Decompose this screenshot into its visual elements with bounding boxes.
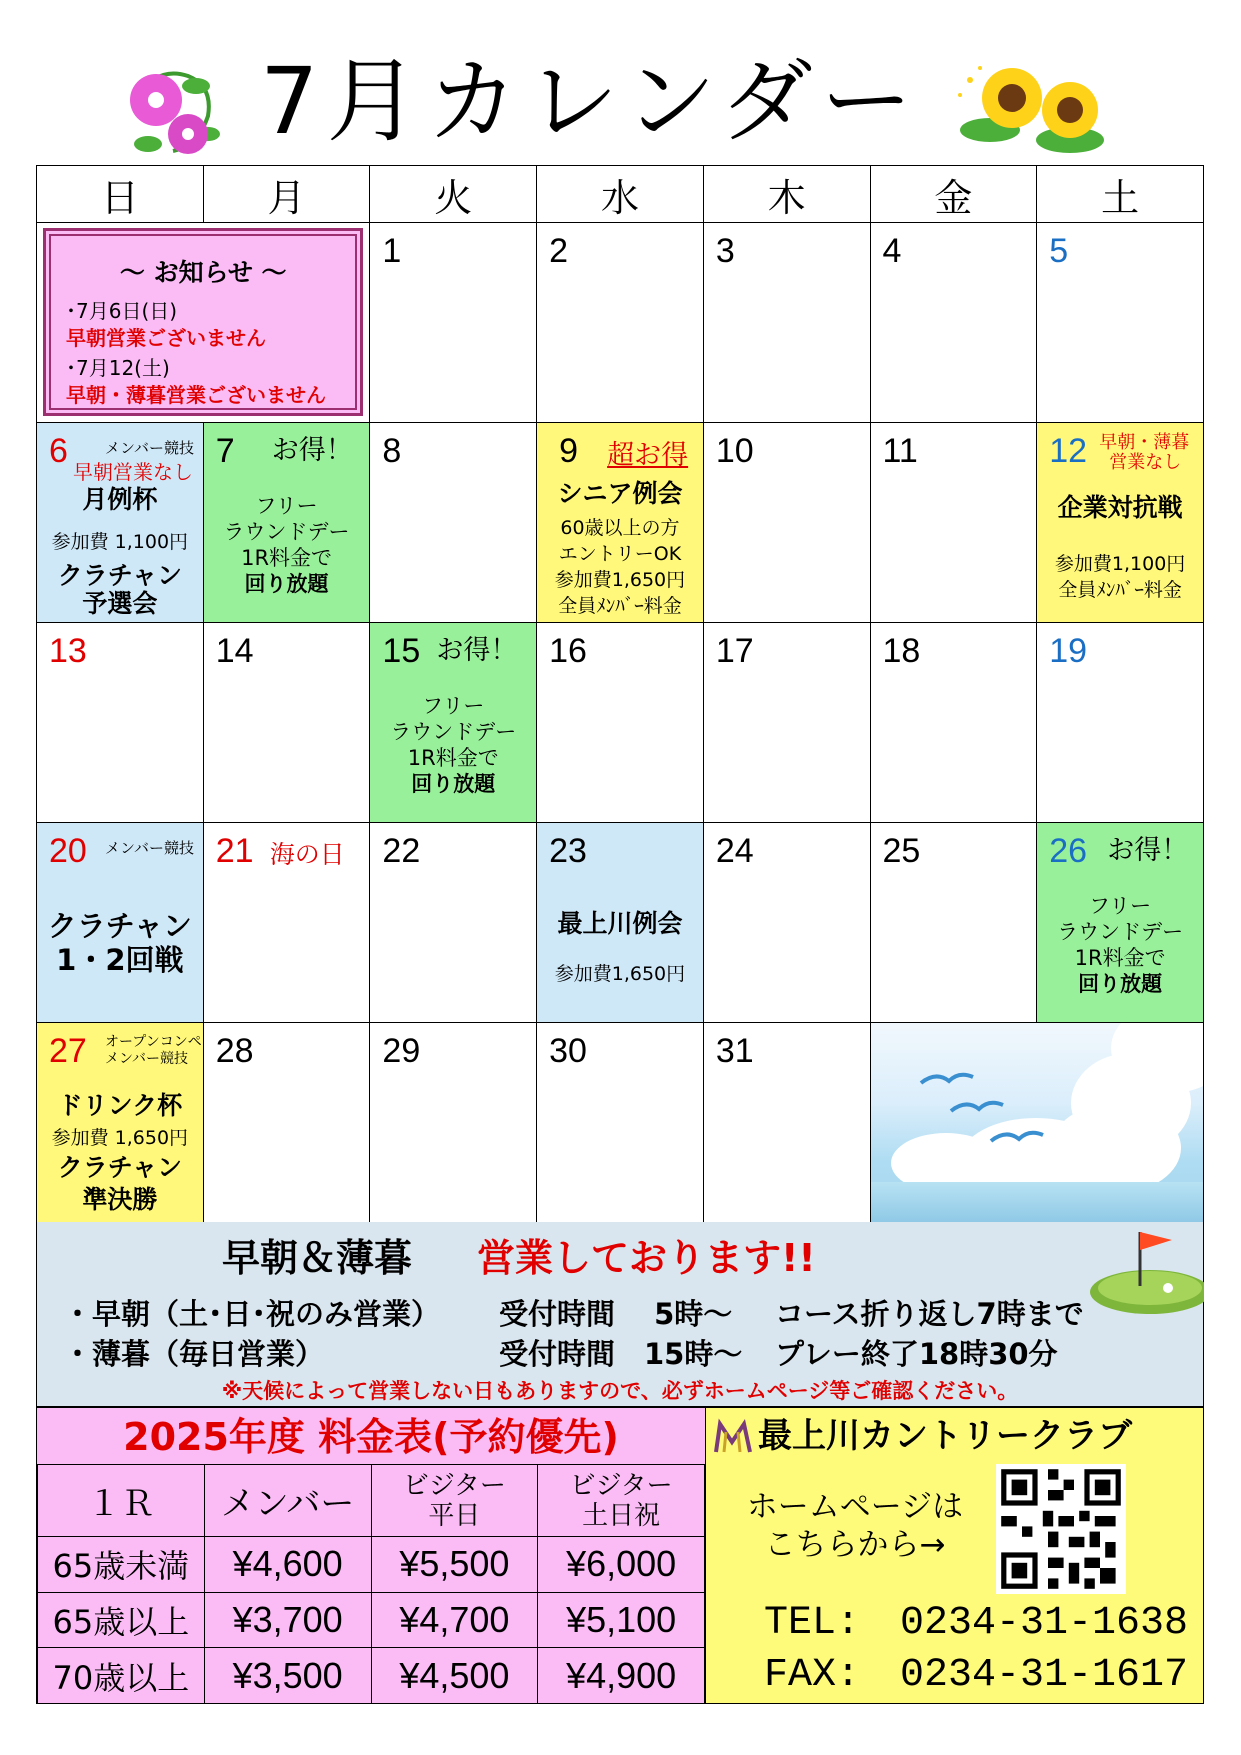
hours-late: ・薄暮（毎日営業）	[63, 1337, 325, 1371]
event-tag: オープンコンペ	[105, 1034, 202, 1050]
hours-title-highlight: 営業しております!!	[477, 1236, 816, 1280]
notice-heading: ～ お知らせ ～	[119, 258, 287, 287]
event-fee: 参加費 1,100円	[51, 531, 189, 553]
event-text: クラチャン	[57, 1153, 182, 1182]
week-row	[37, 823, 1204, 1023]
event-name: ドリンク杯	[57, 1091, 183, 1120]
day-number: 14	[215, 632, 254, 670]
event-text: ラウンドデー	[1057, 920, 1184, 944]
price-age: 65歳以上	[38, 1592, 205, 1648]
homepage-link[interactable]	[740, 1488, 970, 1564]
event-name: シニア例会	[557, 479, 683, 508]
telephone-number: TEL: 0234-31-1638	[764, 1601, 1189, 1646]
day-number: 7	[215, 432, 235, 470]
event-text: フリー	[255, 494, 318, 518]
deal-label: お得！	[1107, 835, 1189, 866]
event-text: クラチャン	[57, 561, 182, 590]
day-cell	[537, 423, 704, 623]
price-header-line: ビジター	[569, 1470, 673, 1501]
event-text: 回り放題	[411, 772, 496, 796]
deal-label: 超お得	[607, 440, 689, 471]
day-number: 15	[382, 632, 421, 670]
day-number: 23	[549, 832, 587, 870]
day-cell	[1037, 223, 1204, 423]
hours-late-reception: 受付時間 15時～	[499, 1337, 743, 1371]
day-number: 12	[1049, 432, 1088, 470]
day-cell	[37, 423, 204, 623]
price-table	[37, 1464, 705, 1704]
day-number: 19	[1049, 632, 1088, 670]
event-tag: メンバー競技	[105, 439, 194, 457]
day-cell	[370, 823, 537, 1023]
day-cell	[870, 823, 1037, 1023]
day-number: 22	[382, 832, 421, 870]
day-cell	[870, 423, 1037, 623]
weekday-sat: 土	[1037, 166, 1204, 223]
day-cell	[870, 223, 1037, 423]
event-fee: 参加費1,650円	[554, 569, 686, 591]
day-number: 11	[882, 432, 918, 470]
price-cell: ¥4,600	[204, 1537, 371, 1593]
price-header: １Ｒ	[38, 1465, 205, 1537]
deal-label: お得！	[271, 435, 353, 466]
event-text: 1R料金で	[241, 546, 333, 570]
day-cell	[203, 1023, 370, 1223]
price-row	[38, 1648, 705, 1704]
day-number: 13	[49, 632, 87, 670]
homepage-text: こちらから→	[764, 1527, 946, 1563]
day-cell	[203, 823, 370, 1023]
morning-glory-icon	[118, 56, 228, 162]
event-text: 準決勝	[82, 1185, 158, 1214]
day-number: 21	[215, 832, 254, 870]
event-tag: 早朝・薄暮	[1099, 432, 1190, 453]
holiday-label: 海の日	[269, 840, 345, 869]
price-section	[36, 1407, 706, 1704]
weekday-sun: 日	[37, 166, 204, 223]
price-cell: ¥6,000	[538, 1537, 705, 1593]
day-cell	[370, 223, 537, 423]
day-cell	[37, 823, 204, 1023]
day-number: 29	[382, 1032, 421, 1070]
event-text: 予選会	[82, 589, 158, 618]
notice-line: 早朝・薄暮営業ございません	[66, 383, 326, 407]
day-number: 24	[715, 832, 754, 870]
day-number: 26	[1049, 832, 1088, 870]
day-cell	[703, 423, 870, 623]
weekday-tue: 火	[370, 166, 537, 223]
day-number: 20	[49, 832, 87, 870]
day-cell	[703, 1023, 870, 1223]
day-number: 3	[715, 232, 735, 270]
weekday-fri: 金	[870, 166, 1037, 223]
event-name: 月例杯	[82, 485, 158, 514]
event-tag: メンバー競技	[105, 1051, 189, 1067]
event-note: 早朝営業なし	[73, 460, 193, 484]
week-row	[37, 623, 1204, 823]
notice-line: 早朝営業ございません	[66, 326, 266, 350]
sea	[871, 1182, 1203, 1222]
event-fee: 参加費1,650円	[554, 963, 686, 985]
weather-warning: ※天候によって営業しない日もありますので、必ずホームページ等ご確認ください。	[221, 1379, 1019, 1403]
day-number: 2	[549, 232, 569, 270]
price-header-line: 土日祝	[582, 1500, 661, 1531]
event-text: クラチャン	[47, 909, 192, 943]
day-number: 1	[382, 232, 402, 270]
golf-flag-icon	[1080, 1222, 1204, 1322]
weekday-mon: 月	[203, 166, 370, 223]
day-number: 16	[549, 632, 587, 670]
event-text: 1・2回戦	[56, 943, 184, 977]
price-cell: ¥4,700	[371, 1592, 538, 1648]
day-cell	[537, 623, 704, 823]
price-header-line: ビジター	[402, 1470, 506, 1501]
notice-cell	[37, 223, 370, 423]
fax-number: FAX: 0234-31-1617	[764, 1653, 1189, 1698]
event-fee: 参加費 1,650円	[51, 1127, 189, 1149]
price-cell: ¥4,500	[371, 1648, 538, 1704]
price-cell: ¥3,700	[204, 1592, 371, 1648]
event-text: 全員ﾒﾝﾊﾞｰ料金	[1058, 579, 1182, 601]
price-header-row	[38, 1465, 705, 1537]
week-row	[37, 223, 1204, 423]
event-text: エントリーOK	[558, 543, 682, 565]
day-cell	[703, 223, 870, 423]
notice-box	[43, 228, 363, 416]
price-title: 2025年度 料金表(予約優先)	[123, 1415, 619, 1459]
day-cell	[870, 623, 1037, 823]
day-cell	[703, 823, 870, 1023]
day-cell	[537, 823, 704, 1023]
weekday-header	[37, 166, 1204, 223]
event-text: 回り放題	[1078, 972, 1163, 996]
day-number: 8	[382, 432, 402, 470]
weekday-thu: 木	[703, 166, 870, 223]
day-cell	[537, 223, 704, 423]
event-text: フリー	[422, 694, 485, 718]
calendar-grid	[36, 165, 1204, 1223]
week-row	[37, 423, 1204, 623]
event-name: 最上川例会	[557, 909, 683, 938]
day-cell	[1037, 623, 1204, 823]
hours-early-reception: 受付時間 5時～	[499, 1297, 733, 1331]
hours-late-end: プレー終了18時30分	[775, 1337, 1058, 1371]
day-cell	[37, 1023, 204, 1223]
event-text: 回り放題	[244, 572, 329, 596]
hours-early: ・早朝（土･日･祝のみ営業）	[63, 1297, 441, 1331]
weekday-wed: 水	[537, 166, 704, 223]
price-cell: ¥5,500	[371, 1537, 538, 1593]
price-row	[38, 1592, 705, 1648]
day-number: 10	[715, 432, 754, 470]
hours-section	[36, 1222, 1204, 1407]
qr-code-icon[interactable]	[996, 1464, 1126, 1594]
price-cell: ¥3,500	[204, 1648, 371, 1704]
price-header	[371, 1465, 538, 1537]
day-cell	[203, 623, 370, 823]
event-text: ラウンドデー	[390, 720, 517, 744]
sunflower-icon	[950, 60, 1120, 160]
sky-picture-cell	[870, 1023, 1203, 1223]
day-cell	[370, 1023, 537, 1223]
club-info	[706, 1407, 1204, 1704]
day-number: 28	[215, 1032, 254, 1070]
event-tag: メンバー競技	[105, 839, 194, 857]
notice-line: ･7月12(土)	[66, 356, 170, 380]
event-text: 60歳以上の方	[560, 517, 680, 539]
price-cell: ¥5,100	[538, 1592, 705, 1648]
day-number: 4	[882, 232, 902, 270]
price-row	[38, 1537, 705, 1593]
day-cell	[203, 423, 370, 623]
day-cell	[37, 623, 204, 823]
page-title: 7月カレンダー	[260, 48, 921, 155]
event-tag: 営業なし	[1109, 452, 1182, 473]
hours-early-end: コース折り返し7時まで	[775, 1297, 1084, 1331]
day-cell	[1037, 823, 1204, 1023]
day-number: 31	[715, 1032, 754, 1070]
price-age: 65歳未満	[38, 1537, 205, 1593]
notice-line: ･7月6日(日)	[66, 299, 178, 323]
deal-label: お得！	[436, 635, 518, 666]
price-age: 70歳以上	[38, 1648, 205, 1704]
day-number: 5	[1049, 232, 1069, 270]
day-cell	[537, 1023, 704, 1223]
day-number: 9	[559, 432, 579, 470]
sky-sea-illustration	[871, 1023, 1203, 1222]
day-number: 25	[882, 832, 921, 870]
event-fee: 参加費1,100円	[1054, 553, 1186, 575]
event-text: フリー	[1089, 894, 1152, 918]
price-header	[538, 1465, 705, 1537]
seagull-icon	[911, 1063, 1051, 1153]
day-cell	[370, 623, 537, 823]
club-name: 最上川カントリークラブ	[758, 1416, 1132, 1456]
day-cell	[1037, 423, 1204, 623]
homepage-text: ホームページは	[746, 1489, 964, 1525]
event-text: ラウンドデー	[223, 520, 350, 544]
club-logo-icon	[712, 1418, 754, 1456]
event-text: 全員ﾒﾝﾊﾞｰ料金	[558, 595, 682, 617]
day-number: 27	[49, 1032, 87, 1070]
price-header: メンバー	[204, 1465, 371, 1537]
day-number: 18	[882, 632, 921, 670]
price-header-line: 平日	[428, 1500, 481, 1531]
day-number: 6	[49, 432, 68, 470]
event-text: 1R料金で	[407, 746, 499, 770]
day-number: 17	[715, 632, 754, 670]
day-cell	[703, 623, 870, 823]
event-text: 1R料金で	[1074, 946, 1166, 970]
day-number: 30	[549, 1032, 587, 1070]
price-cell: ¥4,900	[538, 1648, 705, 1704]
day-cell	[370, 423, 537, 623]
week-row	[37, 1023, 1204, 1223]
event-name: 企業対抗戦	[1057, 493, 1183, 522]
hours-title: 早朝＆薄暮	[222, 1236, 413, 1280]
